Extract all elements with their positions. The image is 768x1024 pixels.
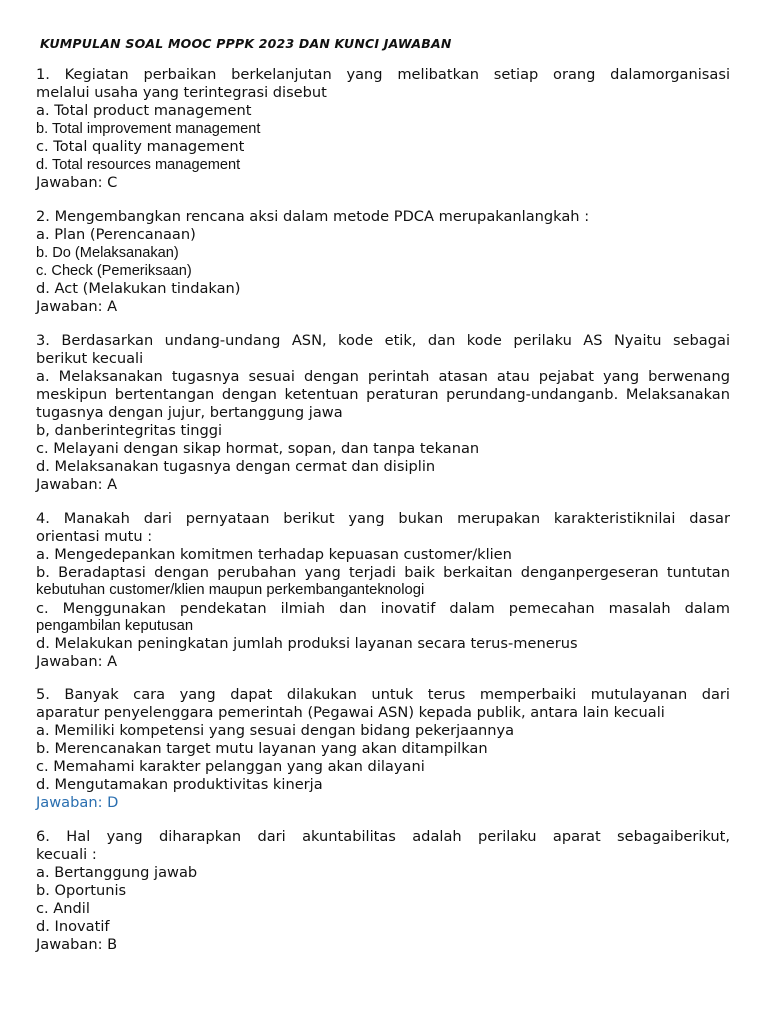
option-c: c. Memahami karakter pelanggan yang akan dilayani	[36, 758, 425, 775]
option-a: a. Bertanggung jawab	[36, 864, 198, 881]
option-c: c. Total quality management	[36, 138, 245, 155]
option-d: d. Act (Melakukan tindakan)	[36, 280, 241, 297]
answer-key: Jawaban: B	[36, 936, 118, 953]
option-d: d. Inovatif	[36, 918, 110, 935]
option-c-line-2: pengambilan keputusan	[36, 617, 194, 634]
option-b: b. Total improvement management	[36, 121, 261, 137]
question-stem: 3. Berdasarkan undang-undang ASN, kode etik, dan kode perilaku AS Nyaitu sebagai	[36, 332, 730, 349]
option-d: d. Melaksanakan tugasnya dengan cermat dan disiplin	[36, 458, 436, 475]
question-3	[36, 332, 730, 494]
answer-key: Jawaban: C	[36, 174, 118, 191]
option-d: d. Mengutamakan produktivitas kinerja	[36, 776, 323, 793]
question-stem: 1. Kegiatan perbaikan berkelanjutan yang melibatkan setiap orang dalamorganisasi	[36, 66, 730, 83]
option-b: b. Oportunis	[36, 882, 127, 899]
option-a: a. Total product management	[36, 102, 252, 119]
option-c-line-1: c. Menggunakan pendekatan ilmiah dan inovatif dalam pemecahan masalah dalam	[36, 599, 730, 617]
question-6	[36, 828, 730, 954]
question-4	[36, 510, 730, 671]
option-b-line-2: kebutuhan customer/klien maupun perkembanganteknologi	[36, 582, 425, 598]
question-stem: 4. Manakah dari pernyataan berikut yang bukan merupakan karakteristiknilai dasar	[36, 510, 730, 527]
answer-key: Jawaban: A	[36, 653, 118, 670]
option-a: a. Mengedepankan komitmen terhadap kepuasan customer/klien	[36, 546, 512, 563]
option-d: d. Total resources management	[36, 157, 241, 173]
question-2	[36, 208, 730, 316]
question-stem: 2. Mengembangkan rencana aksi dalam metode PDCA merupakanlangkah :	[36, 208, 590, 225]
option-a-line-1: a. Melaksanakan tugasnya sesuai dengan perintah atasan atau pejabat yang berwenang	[36, 368, 730, 385]
question-stem: 5. Banyak cara yang dapat dilakukan untuk terus memperbaiki mutulayanan dari	[36, 686, 730, 703]
option-a-line-3: tugasnya dengan jujur, bertanggung jawa	[36, 404, 343, 421]
question-1	[36, 66, 730, 192]
option-b: b. Merencanakan target mutu layanan yang akan ditampilkan	[36, 740, 488, 757]
answer-key: Jawaban: A	[36, 476, 118, 493]
option-a-line-2: meskipun bertentangan dengan ketentuan peraturan perundang-undanganb. Melaksanakan	[36, 386, 730, 403]
question-stem: 6. Hal yang diharapkan dari akuntabilitas adalah perilaku aparat sebagaiberikut,	[36, 828, 730, 845]
question-stem-cont: aparatur penyelenggara pemerintah (Pegawai ASN) kepada publik, antara lain kecuali	[36, 704, 665, 721]
option-b-line-1: b. Beradaptasi dengan perubahan yang terjadi baik berkaitan denganpergeseran tuntutan	[36, 564, 730, 581]
option-b: b. Do (Melaksanakan)	[36, 245, 179, 261]
option-d: d. Melakukan peningkatan jumlah produksi layanan secara terus-menerus	[36, 635, 578, 652]
question-stem-cont: kecuali :	[36, 846, 97, 863]
question-stem-cont: orientasi mutu :	[36, 528, 153, 545]
option-a: a. Memiliki kompetensi yang sesuai dengan bidang pekerjaannya	[36, 722, 515, 739]
option-c: c. Andil	[36, 900, 90, 917]
answer-key: Jawaban: D	[36, 794, 119, 811]
option-c: c. Check (Pemeriksaan)	[36, 263, 192, 279]
answer-key: Jawaban: A	[36, 298, 118, 315]
question-5	[36, 686, 730, 812]
option-c: c. Melayani dengan sikap hormat, sopan, dan tanpa tekanan	[36, 440, 480, 457]
option-a: a. Plan (Perencanaan)	[36, 226, 196, 243]
question-stem-cont: melalui usaha yang terintegrasi disebut	[36, 84, 327, 101]
document-title: KUMPULAN SOAL MOOC PPPK 2023 DAN KUNCI JAWABAN	[40, 36, 452, 51]
question-stem-cont: berikut kecuali	[36, 350, 144, 367]
option-b: b, danberintegritas tinggi	[36, 422, 223, 439]
